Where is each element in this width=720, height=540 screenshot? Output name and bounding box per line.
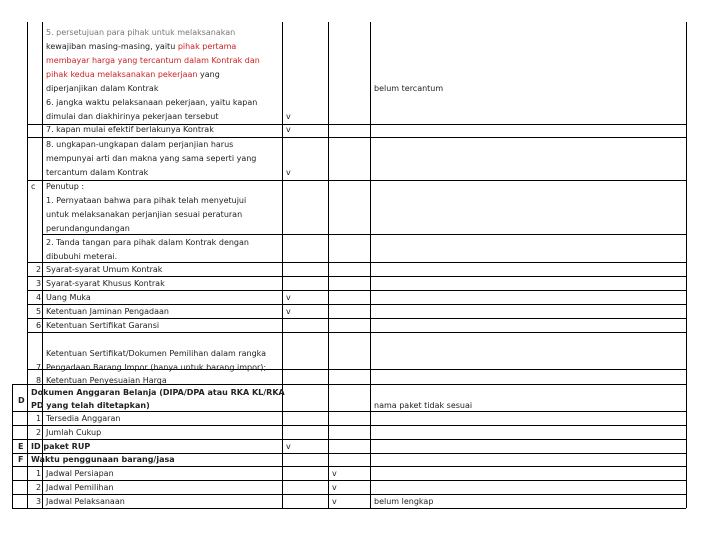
row-number: 1 (36, 469, 42, 478)
item-8-line-1: 8. ungkapan-ungkapan dalam perjanjian harus (46, 140, 234, 149)
section-letter-e: E (18, 442, 24, 451)
item-5-text: kewajiban masing-masing, yaitu (46, 42, 178, 51)
row-number: 2 (36, 265, 42, 274)
penutup-1-line-2: untuk melaksanakan perjanjian sesuai peraturan (46, 210, 243, 219)
note-nama-paket: nama paket tidak sesuai (374, 401, 473, 410)
grid-line (12, 439, 686, 440)
section-letter-c: c (31, 182, 36, 191)
item-5-line-2 (46, 40, 236, 54)
section-letter-d: D (18, 396, 25, 405)
item-5-line-1: 5. persetujuan para pihak untuk melaksanakan (46, 28, 236, 37)
row-number: 4 (36, 293, 42, 302)
penutup-1-line-1: 1. Pernyataan bahwa para pihak telah menyetujui (46, 196, 247, 205)
syarat-khusus: Syarat-syarat Khusus Kontrak (46, 279, 165, 288)
row-number: 6 (36, 321, 42, 330)
grid-line (686, 22, 687, 508)
check-mark: v (332, 497, 337, 506)
check-mark: v (332, 483, 337, 492)
jadwal-pemilihan: Jadwal Pemilihan (46, 483, 114, 492)
item-5-line-4 (46, 68, 220, 82)
note-belum-lengkap: belum lengkap (374, 497, 434, 506)
grid-line (42, 234, 686, 235)
row-number: 8 (36, 376, 42, 385)
item-8-line-3: tercantum dalam Kontrak (46, 168, 149, 177)
grid-line (282, 22, 283, 508)
grid-line (27, 22, 28, 508)
sertifikat-impor-line-2: Pengadaan Barang Impor (hanya untuk barang impor); (46, 363, 267, 372)
item-8-line-2: mempunyai arti dan makna yang sama seperti yang (46, 154, 257, 163)
item-5-red-text: pihak pertama (177, 42, 237, 51)
sertifikat-garansi: Ketentuan Sertifikat Garansi (46, 321, 160, 330)
jaminan-pengadaan: Ketentuan Jaminan Pengadaan (46, 307, 169, 316)
row-number: 3 (36, 279, 42, 288)
sertifikat-impor-line-1: Ketentuan Sertifikat/Dokumen Pemilihan dalam rangka (46, 349, 267, 358)
row-number: 5 (36, 307, 42, 316)
dokumen-anggaran-line-2: PD yang telah ditetapkan) (31, 401, 150, 410)
row-number: 1 (36, 414, 42, 423)
check-mark: v (286, 125, 291, 134)
section-letter-f: F (18, 455, 24, 464)
penutup-2-line-1: 2. Tanda tangan para pihak dalam Kontrak dengan (46, 238, 249, 247)
grid-line (328, 22, 329, 508)
row-number: 2 (36, 428, 42, 437)
check-mark: v (286, 307, 291, 316)
check-mark: v (286, 442, 291, 451)
waktu-penggunaan: Waktu penggunaan barang/jasa (31, 455, 175, 464)
penutup-heading: Penutup : (46, 182, 85, 191)
penutup-1-line-3: perundangundangan (46, 224, 130, 233)
row-number: 7 (36, 363, 42, 372)
check-mark: v (286, 112, 291, 121)
penutup-2-line-2: dibubuhi meterai. (46, 252, 118, 261)
check-mark: v (286, 293, 291, 302)
grid-line (12, 384, 13, 508)
row-number: 2 (36, 483, 42, 492)
tersedia-anggaran: Tersedia Anggaran (46, 414, 121, 423)
grid-line (27, 180, 686, 181)
row-number: 3 (36, 497, 42, 506)
check-mark: v (286, 168, 291, 177)
jadwal-pelaksanaan: Jadwal Pelaksanaan (46, 497, 125, 506)
item-5-red-text: pihak kedua melaksanakan pekerjaan (46, 70, 198, 79)
grid-line (370, 22, 371, 508)
item-5-line-3: membayar harga yang tercantum dalam Kontrak dan (46, 56, 260, 65)
item-5-line-5: diperjanjikan dalam Kontrak (46, 84, 159, 93)
item-6-line-1: 6. jangka waktu pelaksanaan pekerjaan, yaitu kapan (46, 98, 258, 107)
item-6-line-2: dimulai dan diakhirinya pekerjaan tersebut (46, 112, 219, 121)
grid-line (42, 22, 43, 508)
side-note: belum tercantum (374, 84, 444, 93)
id-paket-rup: ID paket RUP (31, 442, 91, 451)
uang-muka: Uang Muka (46, 293, 91, 302)
item-7: 7. kapan mulai efektif berlakunya Kontrak (46, 125, 214, 134)
jadwal-persiapan: Jadwal Persiapan (46, 469, 114, 478)
syarat-umum: Syarat-syarat Umum Kontrak (46, 265, 163, 274)
item-5-text: yang (197, 70, 220, 79)
jumlah-cukup: Jumlah Cukup (46, 428, 102, 437)
check-mark: v (332, 469, 337, 478)
penyesuaian-harga: Ketentuan Penyesuaian Harga (46, 376, 167, 385)
dokumen-anggaran-line-1: Dokumen Anggaran Belanja (DIPA/DPA atau RKA KL/RKA (31, 388, 285, 397)
